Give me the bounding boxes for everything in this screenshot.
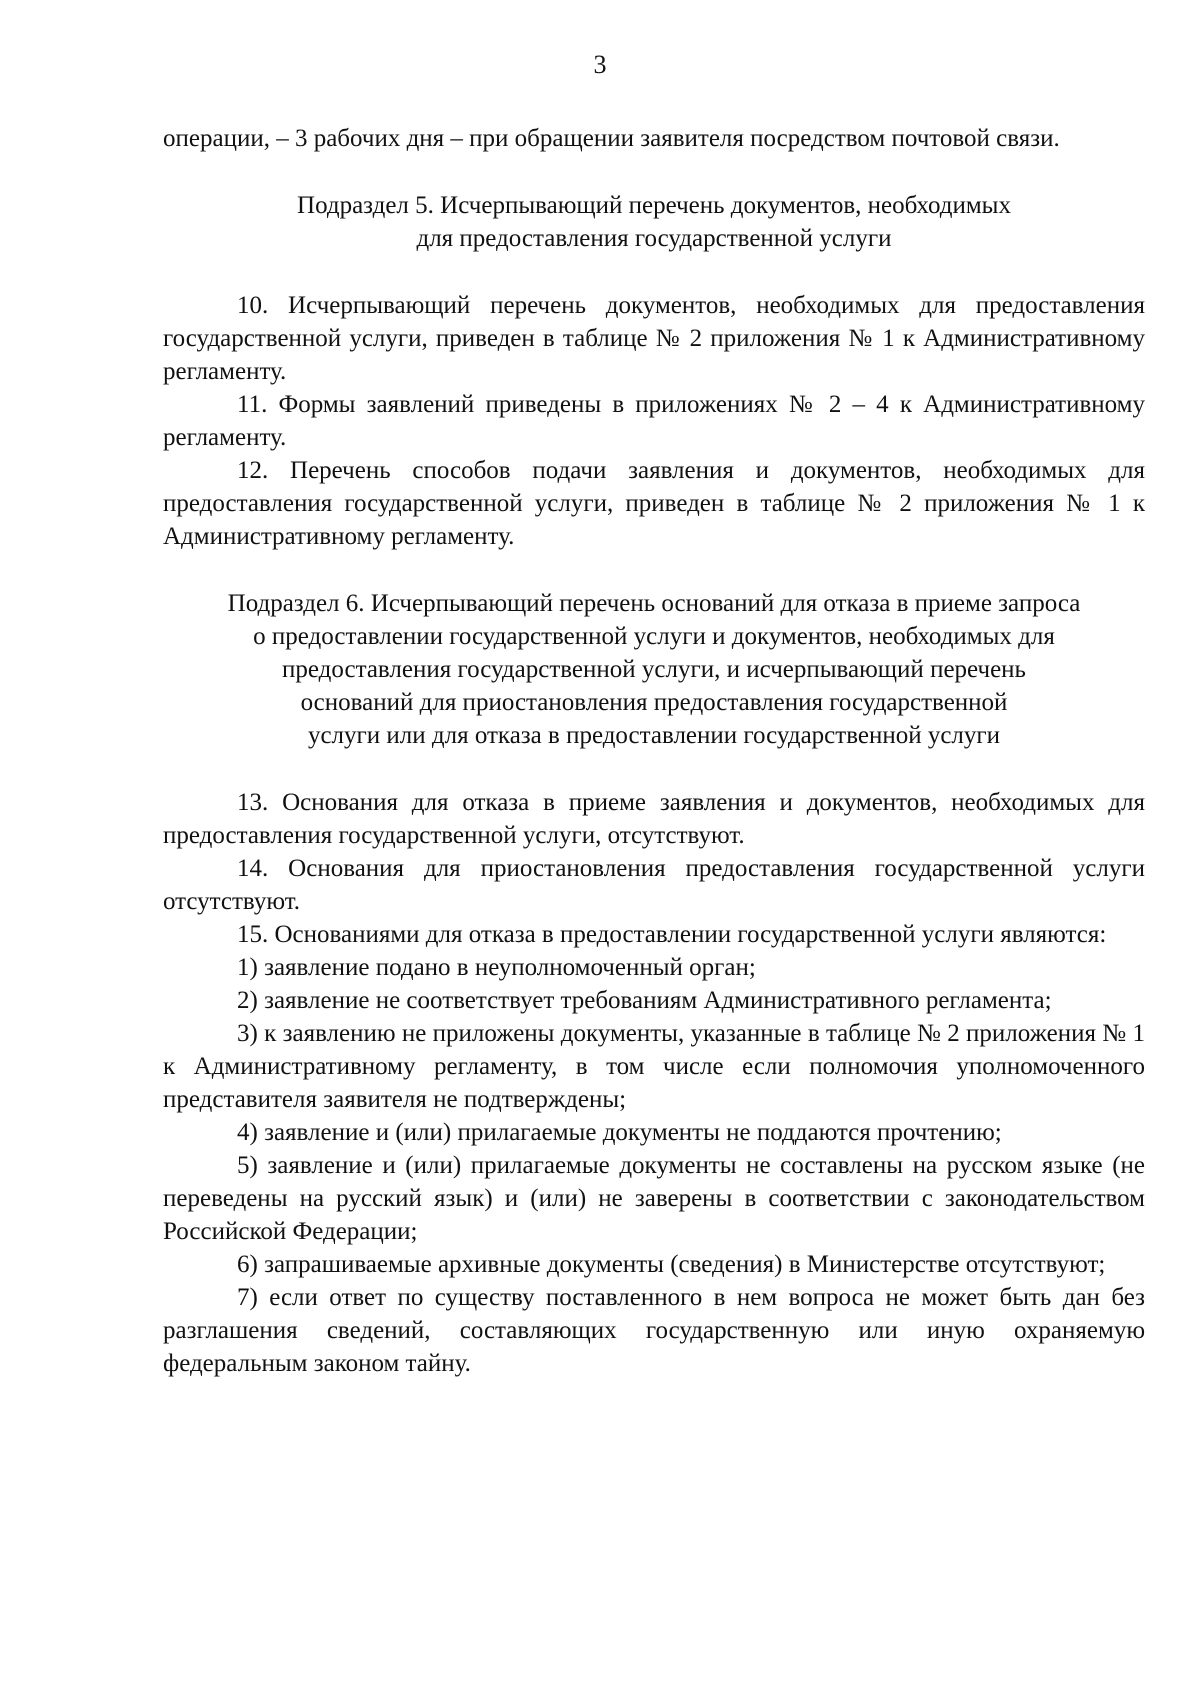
list-item-6: 6) запрашиваемые архивные документы (сведения) в Министерстве отсутствуют;: [237, 1251, 1106, 1278]
subsection-5-heading-line: Подраздел 5. Исчерпывающий перечень документов, необходимых: [297, 192, 1011, 219]
paragraph-13: 13. Основания для отказа в приеме заявления и документов, необходимых для предоставления государственной услуги, отсутствуют.: [163, 789, 1145, 849]
list-item-1: 1) заявление подано в неуполномоченный орган;: [237, 954, 756, 981]
paragraph-10: 10. Исчерпывающий перечень документов, необходимых для предоставления государственной услуги, приведен в таблице № 2 приложения № 1 к Административному регламенту.: [163, 292, 1145, 385]
subsection-5-heading: [163, 189, 1145, 255]
subsection-6-heading-line: Подраздел 6. Исчерпывающий перечень оснований для отказа в приеме запроса: [227, 590, 1081, 617]
subsection-6-heading-line: о предоставлении государственной услуги и документов, необходимых для: [253, 623, 1055, 650]
list-item-3: 3) к заявлению не приложены документы, указанные в таблице № 2 приложения № 1 к Административному регламенту, в том числе если полномочия уполномоченного представителя заявителя не подтверждены;: [163, 1020, 1145, 1113]
subsection-6-heading-line: предоставления государственной услуги, и исчерпывающий перечень: [282, 656, 1026, 683]
list-item-2: 2) заявление не соответствует требованиям Административного регламента;: [237, 987, 1052, 1014]
subsection-6-heading-line: оснований для приостановления предоставления государственной: [300, 689, 1008, 716]
list-item-7: 7) если ответ по существу поставленного в нем вопроса не может быть дан без разглашения сведений, составляющих государственную или иную охраняемую федеральным законом тайну.: [163, 1284, 1145, 1377]
page-number: 3: [593, 50, 607, 79]
paragraph-11: 11. Формы заявлений приведены в приложениях № 2 – 4 к Административному регламенту.: [163, 391, 1145, 451]
paragraph-15: 15. Основаниями для отказа в предоставлении государственной услуги являются:: [237, 921, 1107, 948]
list-item-4: 4) заявление и (или) прилагаемые документы не поддаются прочтению;: [237, 1119, 1002, 1146]
paragraph-14: 14. Основания для приостановления предоставления государственной услуги отсутствуют.: [163, 855, 1145, 915]
subsection-5-heading-line: для предоставления государственной услуги: [416, 225, 892, 252]
subsection-6-heading: [163, 587, 1145, 752]
subsection-6-heading-line: услуги или для отказа в предоставлении государственной услуги: [307, 722, 1001, 749]
intro-paragraph: операции, – 3 рабочих дня – при обращении заявителя посредством почтовой связи.: [163, 125, 1060, 152]
list-item-5: 5) заявление и (или) прилагаемые документы не составлены на русском языке (не переведены на русский язык) и (или) не заверены в соответствии с законодательством Российской Федерации;: [163, 1152, 1145, 1245]
paragraph-12: 12. Перечень способов подачи заявления и документов, необходимых для предоставления государственной услуги, приведен в таблице № 2 приложения № 1 к Административному регламенту.: [163, 457, 1145, 550]
document-body: [163, 122, 1145, 1380]
